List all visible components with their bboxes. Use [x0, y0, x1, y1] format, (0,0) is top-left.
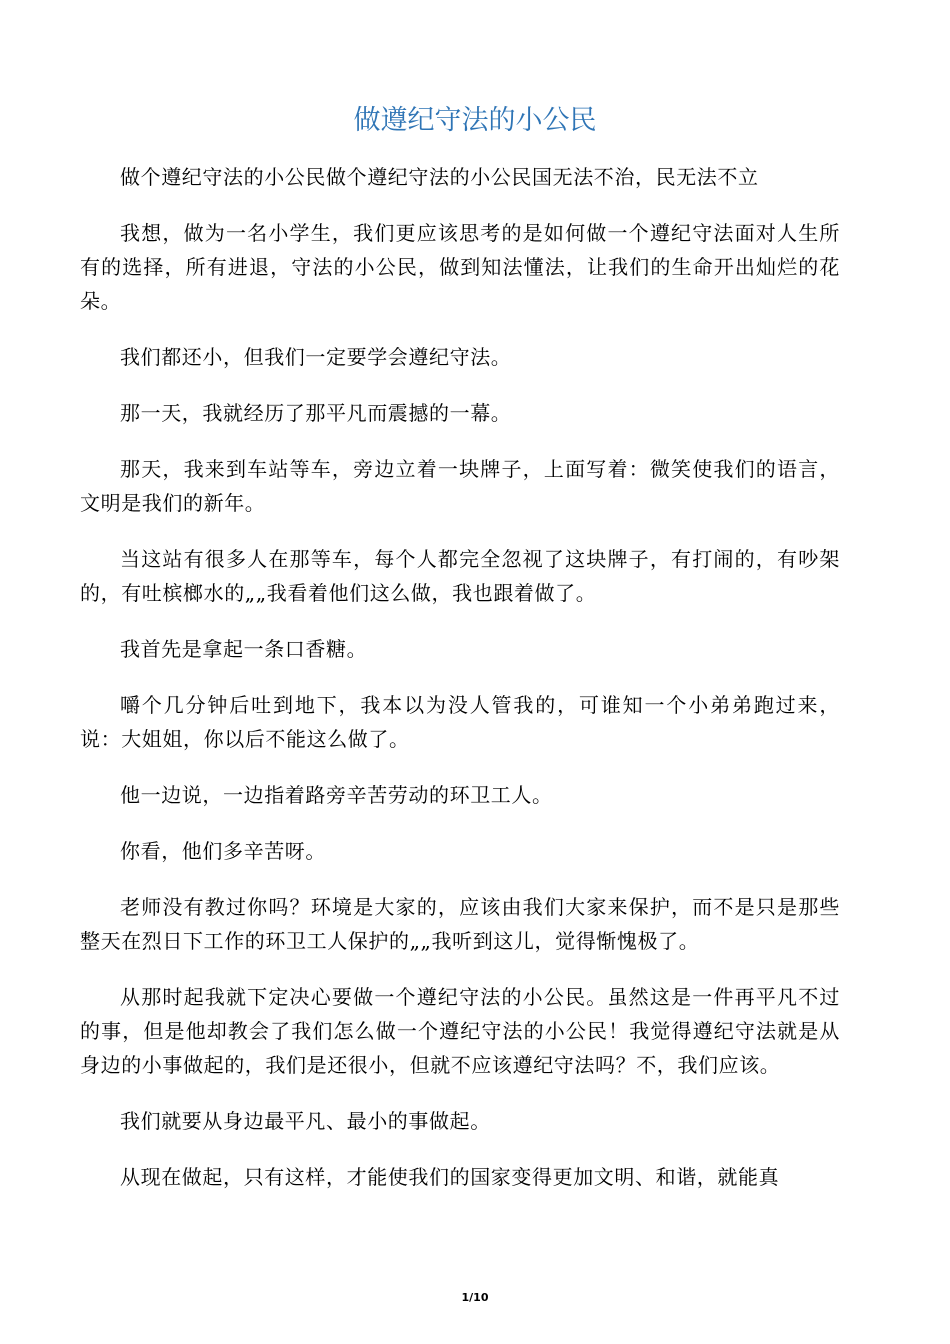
page-number: 1/10: [461, 1291, 489, 1304]
paragraph: 做个遵纪守法的小公民做个遵纪守法的小公民国无法不治，民无法不立: [120, 165, 759, 189]
document-body: [80, 160, 840, 1216]
paragraph: 老师没有教过你吗？环境是大家的，应该由我们大家来保护，而不是只是那些整天在烈日下工作的环卫工人保护的„„我听到这儿，觉得惭愧极了。: [80, 895, 840, 953]
paragraph: 当这站有很多人在那等车，每个人都完全忽视了这块牌子，有打闹的，有吵架的，有吐槟榔水的„„我看着他们这么做，我也跟着做了。: [80, 547, 840, 605]
document-title: 做遵纪守法的小公民: [353, 105, 597, 136]
paragraph: 我首先是拿起一条口香糖。: [120, 637, 368, 661]
paragraph: 你看，他们多辛苦呀。: [120, 839, 326, 863]
paragraph: 那天，我来到车站等车，旁边立着一块牌子，上面写着：微笑使我们的语言，文明是我们的新年。: [80, 457, 840, 515]
paragraph: 我想，做为一名小学生，我们更应该思考的是如何做一个遵纪守法面对人生所有的选择，所有进退，守法的小公民，做到知法懂法，让我们的生命开出灿烂的花朵。: [80, 221, 840, 313]
paragraph: 我们都还小，但我们一定要学会遵纪守法。: [120, 345, 512, 369]
paragraph: 我们就要从身边最平凡、最小的事做起。: [120, 1109, 491, 1133]
paragraph: 那一天，我就经历了那平凡而震撼的一幕。: [120, 401, 512, 425]
paragraph: 从现在做起，只有这样，才能使我们的国家变得更加文明、和谐，就能真: [120, 1165, 780, 1189]
paragraph: 他一边说，一边指着路旁辛苦劳动的环卫工人。: [120, 783, 553, 807]
paragraph: 嚼个几分钟后吐到地下，我本以为没人管我的，可谁知一个小弟弟跑过来，说：大姐姐，你以后不能这么做了。: [80, 693, 840, 751]
paragraph: 从那时起我就下定决心要做一个遵纪守法的小公民。虽然这是一件再平凡不过的事，但是他却教会了我们怎么做一个遵纪守法的小公民！我觉得遵纪守法就是从身边的小事做起的，我们是还很小，但就不应该遵纪守法吗？不，我们应该。: [80, 985, 840, 1077]
